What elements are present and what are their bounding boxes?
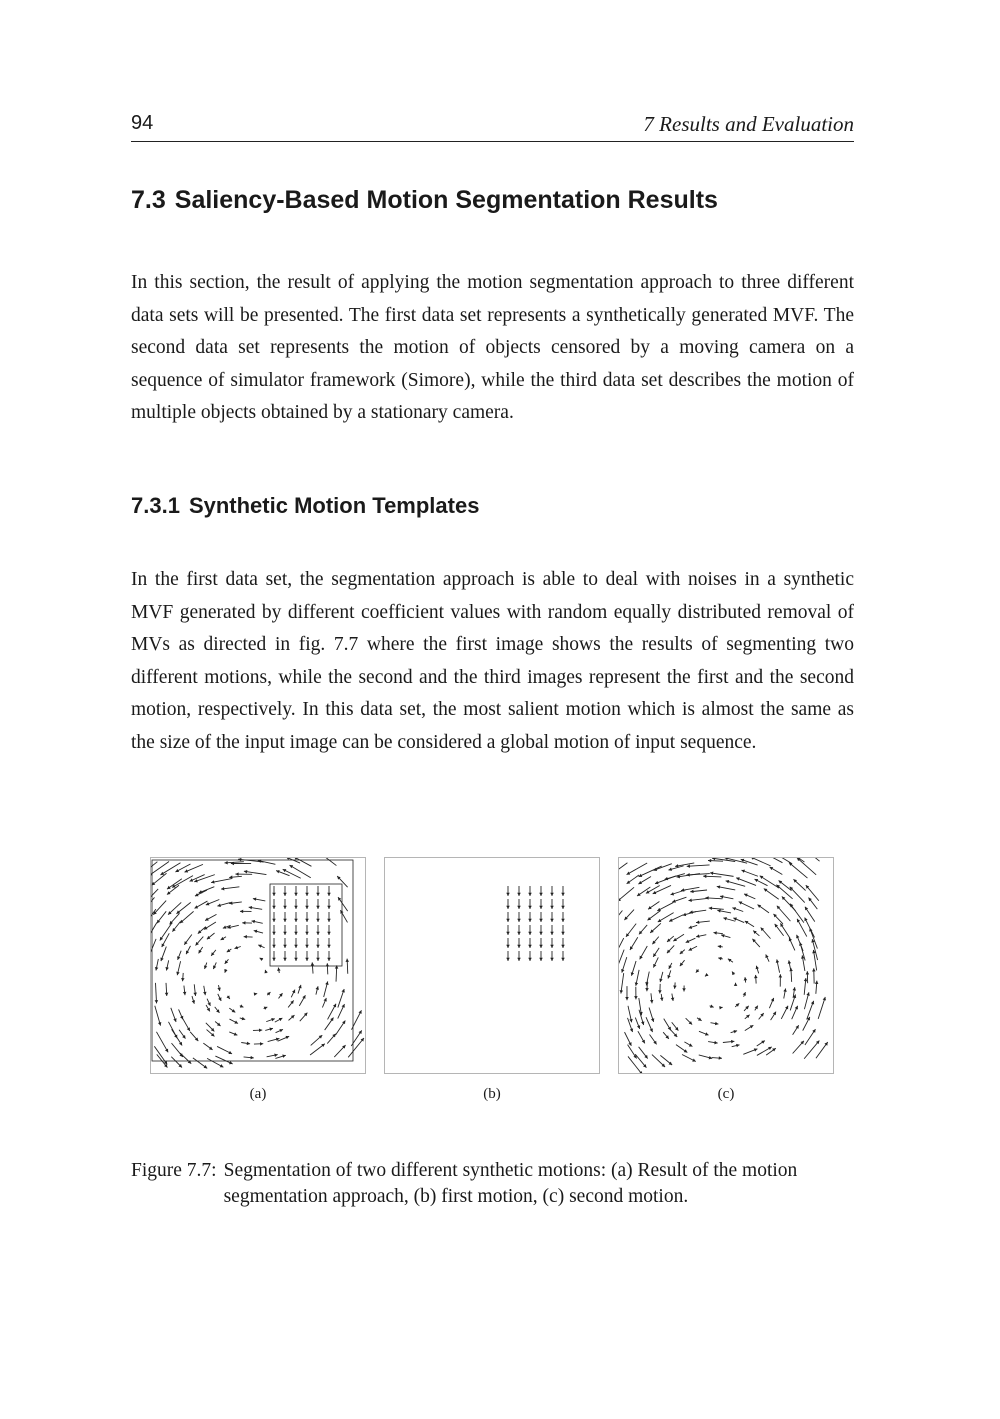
motion-vector-head [687, 864, 690, 868]
motion-vector-head [653, 1041, 656, 1045]
motion-vector-head [260, 958, 264, 961]
motion-vector-head [705, 973, 709, 976]
motion-vector-head [226, 995, 229, 999]
motion-vector [790, 904, 804, 923]
motion-vector [639, 866, 662, 877]
motion-vector-head [272, 906, 276, 909]
motion-vector-head [305, 919, 309, 922]
motion-vector-head [272, 893, 276, 896]
motion-vector-head [252, 920, 255, 923]
motion-vector-head [327, 932, 331, 935]
motion-vector-head [690, 890, 693, 894]
motion-vector-head [316, 945, 320, 948]
motion-vector-head [705, 896, 708, 900]
motion-vector-head [754, 975, 758, 978]
motion-vector-head [316, 986, 319, 990]
motion-vector-head [625, 997, 629, 1000]
motion-vector [151, 897, 154, 910]
motion-vector-head [311, 962, 315, 965]
motion-vector-head [260, 1042, 263, 1046]
motion-vector-head [812, 968, 816, 971]
motion-vector-head [634, 996, 638, 999]
motion-vector-head [696, 934, 699, 937]
motion-vector-head [720, 895, 723, 898]
motion-vector-head [283, 958, 287, 961]
motion-vector [818, 997, 825, 1019]
motion-vector-head [283, 906, 287, 909]
motion-vector-head [528, 945, 532, 948]
motion-vector-head [713, 931, 716, 934]
motion-vector-head [294, 919, 298, 922]
motion-vector-head [506, 958, 510, 961]
motion-vector-head [736, 1044, 740, 1047]
subfigure-label-a: (a) [249, 1086, 267, 1102]
motion-vector-head [806, 971, 810, 974]
motion-vector-head [294, 958, 298, 961]
motion-vector-head [253, 897, 256, 900]
motion-vector-head [528, 893, 532, 896]
motion-vector-head [709, 907, 712, 911]
motion-vector-head [517, 893, 521, 896]
motion-vector-head [283, 893, 287, 896]
motion-vector-head [182, 1035, 185, 1039]
motion-vector-head [815, 981, 819, 984]
subsection-title: Synthetic Motion Templates [188, 493, 480, 518]
motion-vector-head [517, 919, 521, 922]
motion-vector-head [327, 945, 331, 948]
motion-vector-head [506, 893, 510, 896]
header-rule [131, 141, 854, 142]
motion-vector-head [712, 858, 715, 860]
motion-vector [619, 863, 627, 872]
motion-vector-head [517, 932, 521, 935]
motion-vector-head [294, 945, 298, 948]
motion-vector-head [217, 988, 220, 992]
motion-vector-head [528, 932, 532, 935]
motion-vector-head [719, 1006, 722, 1009]
motion-vector-head [539, 958, 543, 961]
motion-vector-head [506, 919, 510, 922]
motion-vector-head [305, 906, 309, 909]
motion-vector-head [806, 992, 809, 996]
motion-vector-head [165, 967, 168, 970]
motion-vector-head [561, 958, 565, 961]
motion-vector-head [240, 910, 243, 914]
motion-vector-head [788, 960, 791, 963]
motion-vector-head [550, 919, 554, 922]
motion-vector-head [506, 906, 510, 909]
motion-vector-head [717, 885, 720, 888]
motion-vector-head [696, 969, 699, 973]
motion-vector-head [283, 932, 287, 935]
segment-boundary [270, 884, 342, 966]
motion-vector-head [316, 932, 320, 935]
motion-vector-head [539, 945, 543, 948]
motion-vector-head [721, 934, 725, 937]
motion-vector-head [176, 972, 179, 976]
motion-vector-head [235, 872, 238, 876]
motion-vector-head [155, 967, 158, 970]
motion-vector-head [696, 920, 699, 923]
motion-vector [619, 938, 624, 958]
motion-vector-head [294, 932, 298, 935]
motion-vector-head [528, 919, 532, 922]
motion-vector-head [242, 1017, 246, 1020]
motion-vector-head [232, 1009, 236, 1012]
motion-vector [628, 1056, 642, 1073]
motion-vector-head [539, 893, 543, 896]
motion-vector-head [789, 968, 793, 971]
motion-vector [294, 858, 311, 866]
motion-vector-head [709, 1056, 713, 1059]
motion-vector-head [327, 893, 331, 896]
motion-vector-head [254, 992, 257, 995]
motion-vector-head [506, 945, 510, 948]
motion-vector [687, 865, 710, 866]
motion-vector [290, 865, 311, 878]
motion-vector-head [224, 861, 227, 865]
motion-vector-head [254, 930, 258, 933]
motion-vector-head [715, 1022, 718, 1025]
vector-field-first-motion [385, 858, 599, 1073]
motion-vector-head [539, 906, 543, 909]
motion-vector-head [277, 968, 280, 971]
motion-vector-head [506, 932, 510, 935]
motion-vector-head [305, 932, 309, 935]
motion-vector-head [686, 873, 689, 877]
motion-vector-head [316, 958, 320, 961]
motion-vector-head [824, 1042, 827, 1046]
motion-vector-head [550, 893, 554, 896]
motion-vector-head [272, 919, 276, 922]
motion-vector [790, 887, 805, 903]
motion-vector-head [517, 958, 521, 961]
page-number: 94 [131, 112, 154, 134]
motion-vector-head [629, 1019, 632, 1023]
motion-vector-head [561, 919, 565, 922]
motion-vector-head [244, 935, 247, 939]
motion-vector-head [783, 988, 786, 991]
motion-vector [154, 1046, 167, 1064]
motion-vector-head [272, 945, 276, 948]
motion-vector [774, 858, 791, 863]
motion-vector-head [645, 988, 649, 991]
motion-vector-head [283, 919, 287, 922]
motion-vector-head [561, 932, 565, 935]
motion-vector-head [209, 1047, 213, 1050]
motion-vector-head [204, 1065, 208, 1068]
motion-vector-head [272, 932, 276, 935]
motion-vector [710, 873, 734, 877]
motion-vector-head [776, 959, 779, 962]
caption-text: Segmentation of two different synthetic motions: (a) Result of the motion segmentation approach, (b) first motion, (c) second motion. [223, 1160, 798, 1207]
subfigure-label-c: (c) [717, 1086, 735, 1102]
motion-vector-head [316, 919, 320, 922]
motion-vector-head [305, 893, 309, 896]
motion-vector-head [731, 1040, 734, 1044]
motion-vector-head [259, 1028, 262, 1032]
body-paragraph: In the first data set, the segmentation approach is able to deal with noises in a synthetic MVF generated by different coefficient values with random equally distributed removal of MVs as directed in fig. 7.7 where the first image shows the results of segmenting two different motions, while the second and the third images represent the first and the second motion, respectively. In this data set, the most salient motion which is almost the same as the size of the input image can be considered a global motion of input sequence. [131, 569, 854, 753]
segment-boundary [152, 860, 353, 1061]
motion-vector-head [734, 983, 738, 986]
motion-vector-head [528, 906, 532, 909]
section-heading [131, 186, 718, 215]
motion-vector-head [668, 868, 672, 871]
motion-vector-head [305, 945, 309, 948]
motion-vector [760, 876, 779, 888]
motion-vector-head [717, 909, 720, 912]
section-title: Saliency-Based Motion Segmentation Results [174, 186, 718, 214]
motion-vector-head [181, 978, 185, 981]
motion-vector-head [327, 906, 331, 909]
motion-vector-head [675, 864, 678, 867]
motion-vector-head [305, 958, 309, 961]
motion-vector-head [550, 932, 554, 935]
motion-vector-head [719, 1056, 722, 1060]
motion-vector-head [193, 993, 196, 996]
figure-panel-a [150, 857, 366, 1074]
motion-vector-head [539, 932, 543, 935]
motion-vector-head [539, 919, 543, 922]
motion-vector-head [250, 1056, 253, 1060]
subsection-number: 7.3.1 [131, 493, 180, 518]
motion-vector-head [718, 957, 721, 960]
motion-vector [627, 863, 648, 875]
motion-vector-head [779, 974, 783, 977]
motion-vector-head [294, 893, 298, 896]
intro-paragraph: In this section, the result of applying the motion segmentation approach to three different data sets will be presented. The first data set represents a synthetically generated MVF. The second data set represents the motion of objects censored by a moving camera on a sequence of simulator framework (Simore), while the third data set describes the motion of multiple objects obtained by a stationary camera. [131, 272, 854, 423]
motion-vector-head [272, 958, 276, 961]
motion-vector [619, 910, 622, 930]
motion-vector-head [242, 921, 245, 925]
motion-vector-head [561, 945, 565, 948]
motion-vector-head [550, 958, 554, 961]
motion-vector-head [155, 1000, 159, 1003]
caption-label: Figure 7.7: [131, 1160, 217, 1181]
motion-vector-head [635, 982, 638, 985]
motion-vector-head [316, 893, 320, 896]
vector-field-second-motion [619, 858, 833, 1073]
motion-vector-head [550, 906, 554, 909]
motion-vector-head [165, 993, 169, 996]
motion-vector-head [703, 875, 706, 879]
vector-field-combined [151, 858, 365, 1073]
motion-vector-head [325, 981, 328, 985]
motion-vector-head [217, 904, 221, 907]
motion-vector-head [708, 859, 711, 863]
motion-vector-head [561, 893, 565, 896]
motion-vector-head [682, 988, 686, 991]
motion-vector [160, 863, 180, 875]
motion-vector-head [269, 1027, 273, 1030]
motion-vector [751, 858, 771, 866]
motion-vector-head [650, 1000, 653, 1003]
figure-caption [131, 1158, 854, 1210]
motion-vector-head [517, 906, 521, 909]
subfigure-label-b: (b) [483, 1086, 501, 1102]
motion-vector [348, 1038, 364, 1057]
motion-vector [802, 858, 820, 861]
subsection-heading [131, 493, 479, 519]
motion-vector-head [211, 880, 214, 883]
motion-vector-head [316, 906, 320, 909]
motion-vector-head [294, 906, 298, 909]
motion-vector-head [683, 913, 687, 916]
motion-vector [768, 858, 783, 863]
motion-vector [156, 1032, 168, 1052]
motion-vector-head [561, 906, 565, 909]
motion-vector-head [673, 985, 677, 988]
motion-vector-head [550, 945, 554, 948]
motion-vector-head [345, 959, 349, 962]
figure-panel-c [618, 857, 834, 1074]
motion-vector [797, 858, 816, 875]
motion-vector-head [659, 979, 662, 983]
motion-vector-head [804, 978, 808, 981]
motion-vector-head [327, 919, 331, 922]
motion-vector-head [274, 1054, 277, 1057]
motion-vector-head [517, 945, 521, 948]
section-number: 7.3 [131, 186, 166, 214]
motion-vector-head [327, 958, 331, 961]
motion-vector-head [658, 990, 662, 993]
motion-vector [319, 858, 336, 866]
running-head: 7 Results and Evaluation [643, 112, 854, 136]
figure-panel-b [384, 857, 600, 1074]
motion-vector [619, 887, 634, 901]
motion-vector-head [283, 945, 287, 948]
motion-vector-head [528, 958, 532, 961]
